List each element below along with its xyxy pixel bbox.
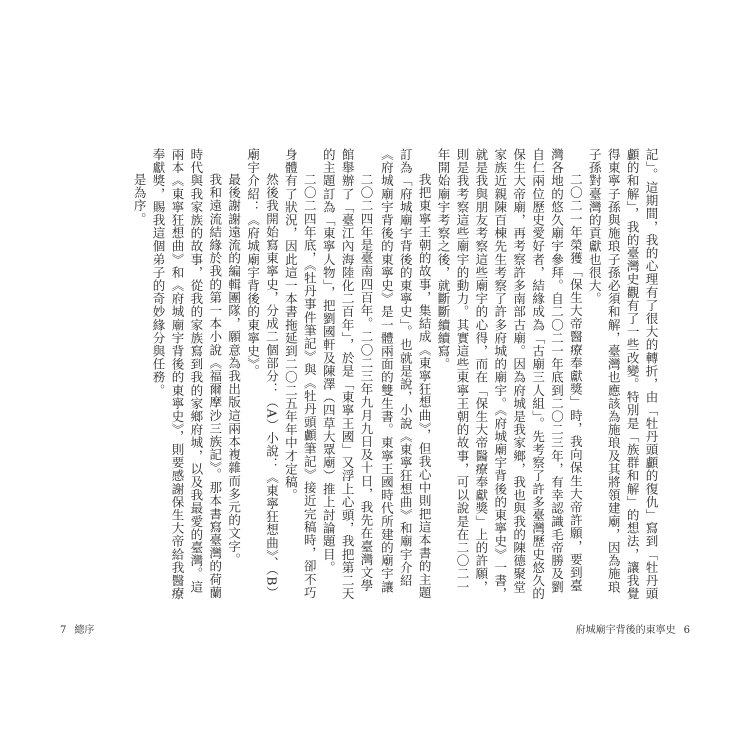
paragraph: 我和遠流結緣於我的第一本小說《福爾摩沙三族記》。那本書寫臺灣的荷蘭時代與我家族的故事，從我的家族寫到我的家鄉府城，以及我最愛的臺灣。這兩本《東寧狂想曲》和《府城廟宇背後的東寧史》，則要感謝保生大帝給我醫療奉獻獎，賜我這個弟子的奇妙緣分與任務。	[151, 148, 223, 601]
paragraph: 我把東寧王朝的故事，集結成《東寧狂想曲》，但我心中則把這本書的主題訂為「府城廟宇背後的東寧史」。也就是說，小說《東寧狂想曲》和廟宇介紹《府城廟宇背後的東寧史》是一體兩面的雙生書。東寧王國時代所建的廟宇讓	[379, 148, 433, 600]
right-page-text	[375, 148, 660, 603]
left-page	[90, 148, 375, 603]
paragraph: 二〇二四年底，《牡丹事件筆記》與《牡丹頭顱筆記》接近完稿時，卻不巧身體有了狀況，因此這一本書拖延到二〇二五年年中才定稿。	[283, 148, 318, 600]
paragraph: 最後謝謝遠流的編輯團隊，願意為我出版這兩本複雜而多元的文字。	[226, 173, 242, 566]
paragraph: 記」。這期間，我的心理有了很大的轉折，由「牡丹頭顱的復仇」寫到「牡丹頭顱的和解」，我的臺灣史觀有了一些改變。特別是「族群和解」的想法，讓我覺得東寧子孫與施琅子孫必須和解，臺灣也應該為施琅及其將領建廟，因為施琅子孫對臺灣的貢獻也很大。	[587, 148, 659, 601]
paragraph: 二〇二一年榮獲「保生大帝醫療奉獻獎」時，我向保生大帝許願，要到臺灣各地的悠久廟宇參拜。自二〇二一年底到二〇二三年，有幸認識毛帝勝及劉自仁兩位歷史愛好者，結緣成為「古廟三人組」。先考察了許多臺灣歷史悠久的保生大帝廟，再考察許多南部古廟。因為府城是我家鄉，我也與我的陳德聚堂家族近親陳百棟先生考察了許多府城的廟宇。《府城廟宇背後的東寧史》一書，就是我與朋友考察這些廟宇的心得，而在「保生大帝醫療奉獻獎」上的許願，則是我考察這些廟宇的動力。其實這些東寧王朝的故事，可以說是在二〇二一年開始廟宇考察之後，就斷斷續續寫。	[436, 148, 584, 601]
paragraph: 二〇二四年是臺南四百年。二〇二三年九月九日及十日，我先在臺灣文學館舉辦了「臺江內海陸化二百年」，於是「東寧王國」又浮上心頭，我把第二天的主題訂為「東寧人物」，把劉國軒及陳澤（四草大眾廟）推上討論題目。	[321, 148, 374, 601]
left-page-text	[90, 148, 375, 603]
closing-line: 是為序。	[132, 173, 148, 226]
left-footer	[60, 621, 94, 636]
page-number: 6	[683, 625, 690, 636]
page-number: 7	[60, 625, 67, 636]
right-footer	[576, 621, 690, 636]
paragraph: 然後我開始寫東寧史，分成二個部分：（A）小說：《東寧狂想曲》、（B）廟宇介紹：《府城廟宇背後的東寧史》。	[245, 148, 280, 600]
right-page	[375, 148, 660, 603]
book-title: 府城廟宇背後的東寧史	[575, 625, 676, 636]
section-title: 總序	[74, 625, 95, 636]
